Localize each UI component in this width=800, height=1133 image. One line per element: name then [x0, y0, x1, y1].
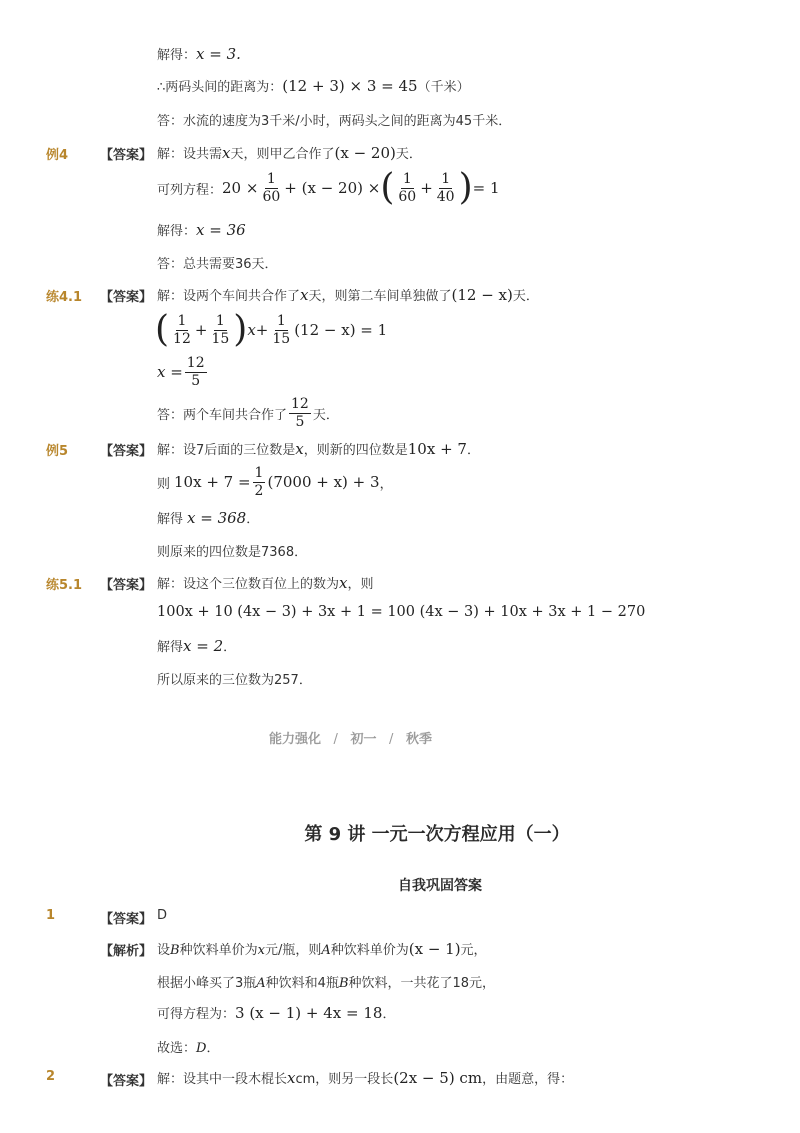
plus-sign: +: [420, 179, 433, 197]
plus-sign: +: [194, 321, 208, 339]
fraction: [435, 171, 457, 206]
solution-line: [157, 1068, 573, 1087]
math-expression: (x − 20): [334, 144, 396, 162]
text: 可列方程：: [157, 182, 223, 198]
right-paren: ): [233, 309, 248, 350]
numerator: 1: [215, 312, 225, 329]
math-expression: (7000 + x) + 3: [267, 473, 380, 491]
text: 根据小峰买了3瓶: [157, 976, 257, 991]
text: 天，则第二车间单独做了: [308, 289, 452, 304]
solution-line: [157, 76, 470, 95]
math-expression: 20 ×: [222, 179, 259, 197]
variable: x: [222, 144, 231, 162]
fraction: [171, 313, 193, 348]
text: 答：总共需要36天．: [157, 257, 278, 272]
problem-label: 例4: [46, 148, 69, 163]
text: ，由题意，得：: [482, 1072, 574, 1087]
text: 解得：: [157, 48, 197, 63]
text: 解得: [157, 640, 184, 655]
denominator: 60: [262, 188, 281, 205]
numerator: 12: [291, 395, 309, 412]
answer-tag: 【答案】: [100, 290, 153, 305]
variable: x: [287, 1069, 296, 1087]
answer-line: [157, 669, 312, 688]
solution-line: [157, 439, 480, 458]
text: 可得方程为：: [157, 1007, 236, 1022]
answer-line: [157, 541, 307, 560]
numerator: 1: [402, 170, 412, 187]
text: 元，: [460, 943, 487, 958]
text: 种饮料，一共花了18元，: [348, 976, 496, 991]
solution-line: [157, 939, 487, 958]
section-subtitle: 自我巩固答案: [398, 878, 482, 894]
math-expression: (12 − x): [451, 286, 513, 304]
text: （千米）: [417, 80, 470, 95]
math-expression: (12 + 3) × 3 = 45: [282, 77, 418, 95]
text: ．: [382, 1007, 396, 1022]
text: 天．: [395, 147, 422, 162]
solution-line: [157, 285, 539, 304]
variable: x: [257, 943, 265, 958]
solution-line: [157, 1037, 219, 1056]
denominator: 12: [173, 330, 191, 347]
variable: A: [256, 976, 266, 991]
solution-line: [157, 220, 246, 239]
answer-tag: 【答案】: [100, 148, 153, 163]
math-expression: (x − 1): [408, 940, 461, 958]
numerator: 12: [186, 354, 205, 371]
solution-line: [157, 44, 241, 63]
footer-grade: 初一: [350, 732, 377, 747]
text: ．: [223, 640, 237, 655]
footer-separator: /: [333, 732, 338, 747]
solution-line: [157, 143, 422, 162]
text: ，则: [347, 577, 374, 592]
text: 种饮料单价为: [179, 943, 258, 958]
answer-tag: 【答案】: [100, 912, 153, 927]
answer-line: [157, 394, 339, 432]
denominator: 5: [295, 413, 305, 430]
text: ．: [466, 443, 480, 458]
solution-line: [157, 508, 259, 527]
fraction: [396, 171, 418, 206]
footer-term: 秋季: [405, 732, 432, 747]
math-expression: x = 368: [187, 509, 247, 527]
text: 解：设这个三位数百位上的数为: [157, 577, 340, 592]
answer-tag: 【答案】: [100, 444, 153, 459]
numerator: 1: [441, 170, 451, 187]
text: 答：水流的速度为3千米/小时，两码头之间的距离为45千米．: [157, 114, 512, 129]
answer-line: [157, 253, 278, 272]
solution-line: [157, 573, 374, 592]
numerator: 1: [254, 464, 264, 481]
left-paren: (: [155, 309, 170, 350]
fraction: [260, 171, 282, 206]
math-expression: 100x + 10 (4x − 3) + 3x + 1 = 100 (4x − 3) + 10x + 3x + 1 − 270: [157, 604, 646, 620]
variable: x: [339, 574, 348, 592]
text: 解得：: [157, 224, 197, 239]
fraction: [185, 355, 207, 390]
text: 答：两个车间共合作了: [157, 407, 288, 423]
right-paren: ): [458, 167, 473, 208]
math-expression: (2x − 5) cm: [393, 1069, 483, 1087]
denominator: 15: [272, 330, 291, 347]
answer-line: [157, 110, 511, 129]
question-number: 1: [46, 908, 56, 923]
text: 所以原来的三位数为257．: [157, 673, 312, 688]
math-expression: x+: [247, 321, 269, 339]
numerator: 1: [177, 312, 187, 329]
answer-tag: 【答案】: [100, 1074, 153, 1089]
variable: B: [170, 943, 180, 958]
text: 天，则甲乙合作了: [230, 147, 335, 162]
text: ．: [206, 1041, 220, 1056]
analysis-tag: 【解析】: [100, 944, 153, 959]
fraction: [289, 396, 311, 431]
math-expression: + (x − 20) ×: [284, 179, 381, 197]
left-paren: (: [380, 167, 395, 208]
text: 元/瓶，则: [264, 943, 322, 958]
text: 种饮料单价为: [330, 943, 409, 958]
denominator: 15: [211, 330, 230, 347]
math-expression: x = 3.: [196, 45, 241, 63]
answer-tag: 【答案】: [100, 578, 153, 593]
math-expression: = 1: [472, 179, 500, 197]
solution-line: [157, 1003, 395, 1022]
fraction: [270, 313, 292, 348]
math-expression: 10x + 7: [407, 440, 467, 458]
variable: x: [295, 440, 304, 458]
math-expression: 10x + 7 =: [174, 473, 251, 491]
text: 种饮料和4瓶: [265, 976, 339, 991]
equation-line: [157, 462, 393, 502]
text: 解：设其中一段木棍长: [157, 1072, 288, 1087]
text: 设: [157, 943, 171, 958]
text: 则原来的四位数是7368．: [157, 545, 308, 560]
text: ，则新的四位数是: [303, 443, 408, 458]
text: 则: [157, 476, 171, 492]
math-expression: 3 (x − 1) + 4x = 18: [235, 1004, 383, 1022]
denominator: 5: [191, 372, 201, 389]
problem-label: 例5: [46, 444, 69, 459]
question-number: 2: [46, 1069, 56, 1084]
fraction: [253, 465, 266, 500]
denominator: 40: [436, 188, 455, 205]
math-expression: x = 2: [183, 637, 224, 655]
text: 天．: [512, 289, 539, 304]
math-expression: x =: [157, 363, 183, 381]
text: ，则另一段长: [315, 1072, 394, 1087]
solution-line: [157, 636, 236, 655]
page-footer: [269, 728, 432, 747]
equation-line: [157, 604, 645, 620]
text: 故选：: [157, 1041, 197, 1056]
answer-choice: [157, 908, 167, 923]
problem-label: 练4.1: [46, 290, 83, 305]
fraction: [209, 313, 231, 348]
footer-separator: /: [389, 732, 394, 747]
text: 解：设共需: [157, 147, 223, 162]
equation-line: [155, 308, 387, 352]
text: 解：设两个车间共合作了: [157, 289, 301, 304]
equation-line: [157, 352, 209, 392]
numerator: 1: [266, 170, 276, 187]
math-expression: (12 − x) = 1: [294, 321, 388, 339]
chapter-title: 第 9 讲 一元一次方程应用（一）: [304, 824, 570, 845]
numerator: 1: [276, 312, 286, 329]
text: 天．: [312, 407, 339, 423]
text: ．: [246, 512, 260, 527]
text: D: [157, 908, 168, 923]
text: 解得: [157, 512, 184, 527]
footer-course: 能力强化: [269, 732, 322, 747]
text: 解：设7后面的三位数是: [157, 443, 296, 458]
variable: B: [338, 976, 349, 991]
denominator: 60: [398, 188, 417, 205]
solution-line: [157, 972, 495, 991]
problem-label: 练5.1: [46, 578, 83, 593]
equation-line: [157, 166, 500, 210]
denominator: 2: [254, 482, 264, 499]
math-expression: x = 36: [196, 221, 246, 239]
text: ，: [379, 476, 393, 492]
text: cm: [295, 1072, 316, 1087]
variable: D: [196, 1041, 207, 1056]
variable: A: [321, 943, 331, 958]
variable: x: [300, 286, 309, 304]
text: ∴两码头间的距离为：: [157, 80, 283, 95]
